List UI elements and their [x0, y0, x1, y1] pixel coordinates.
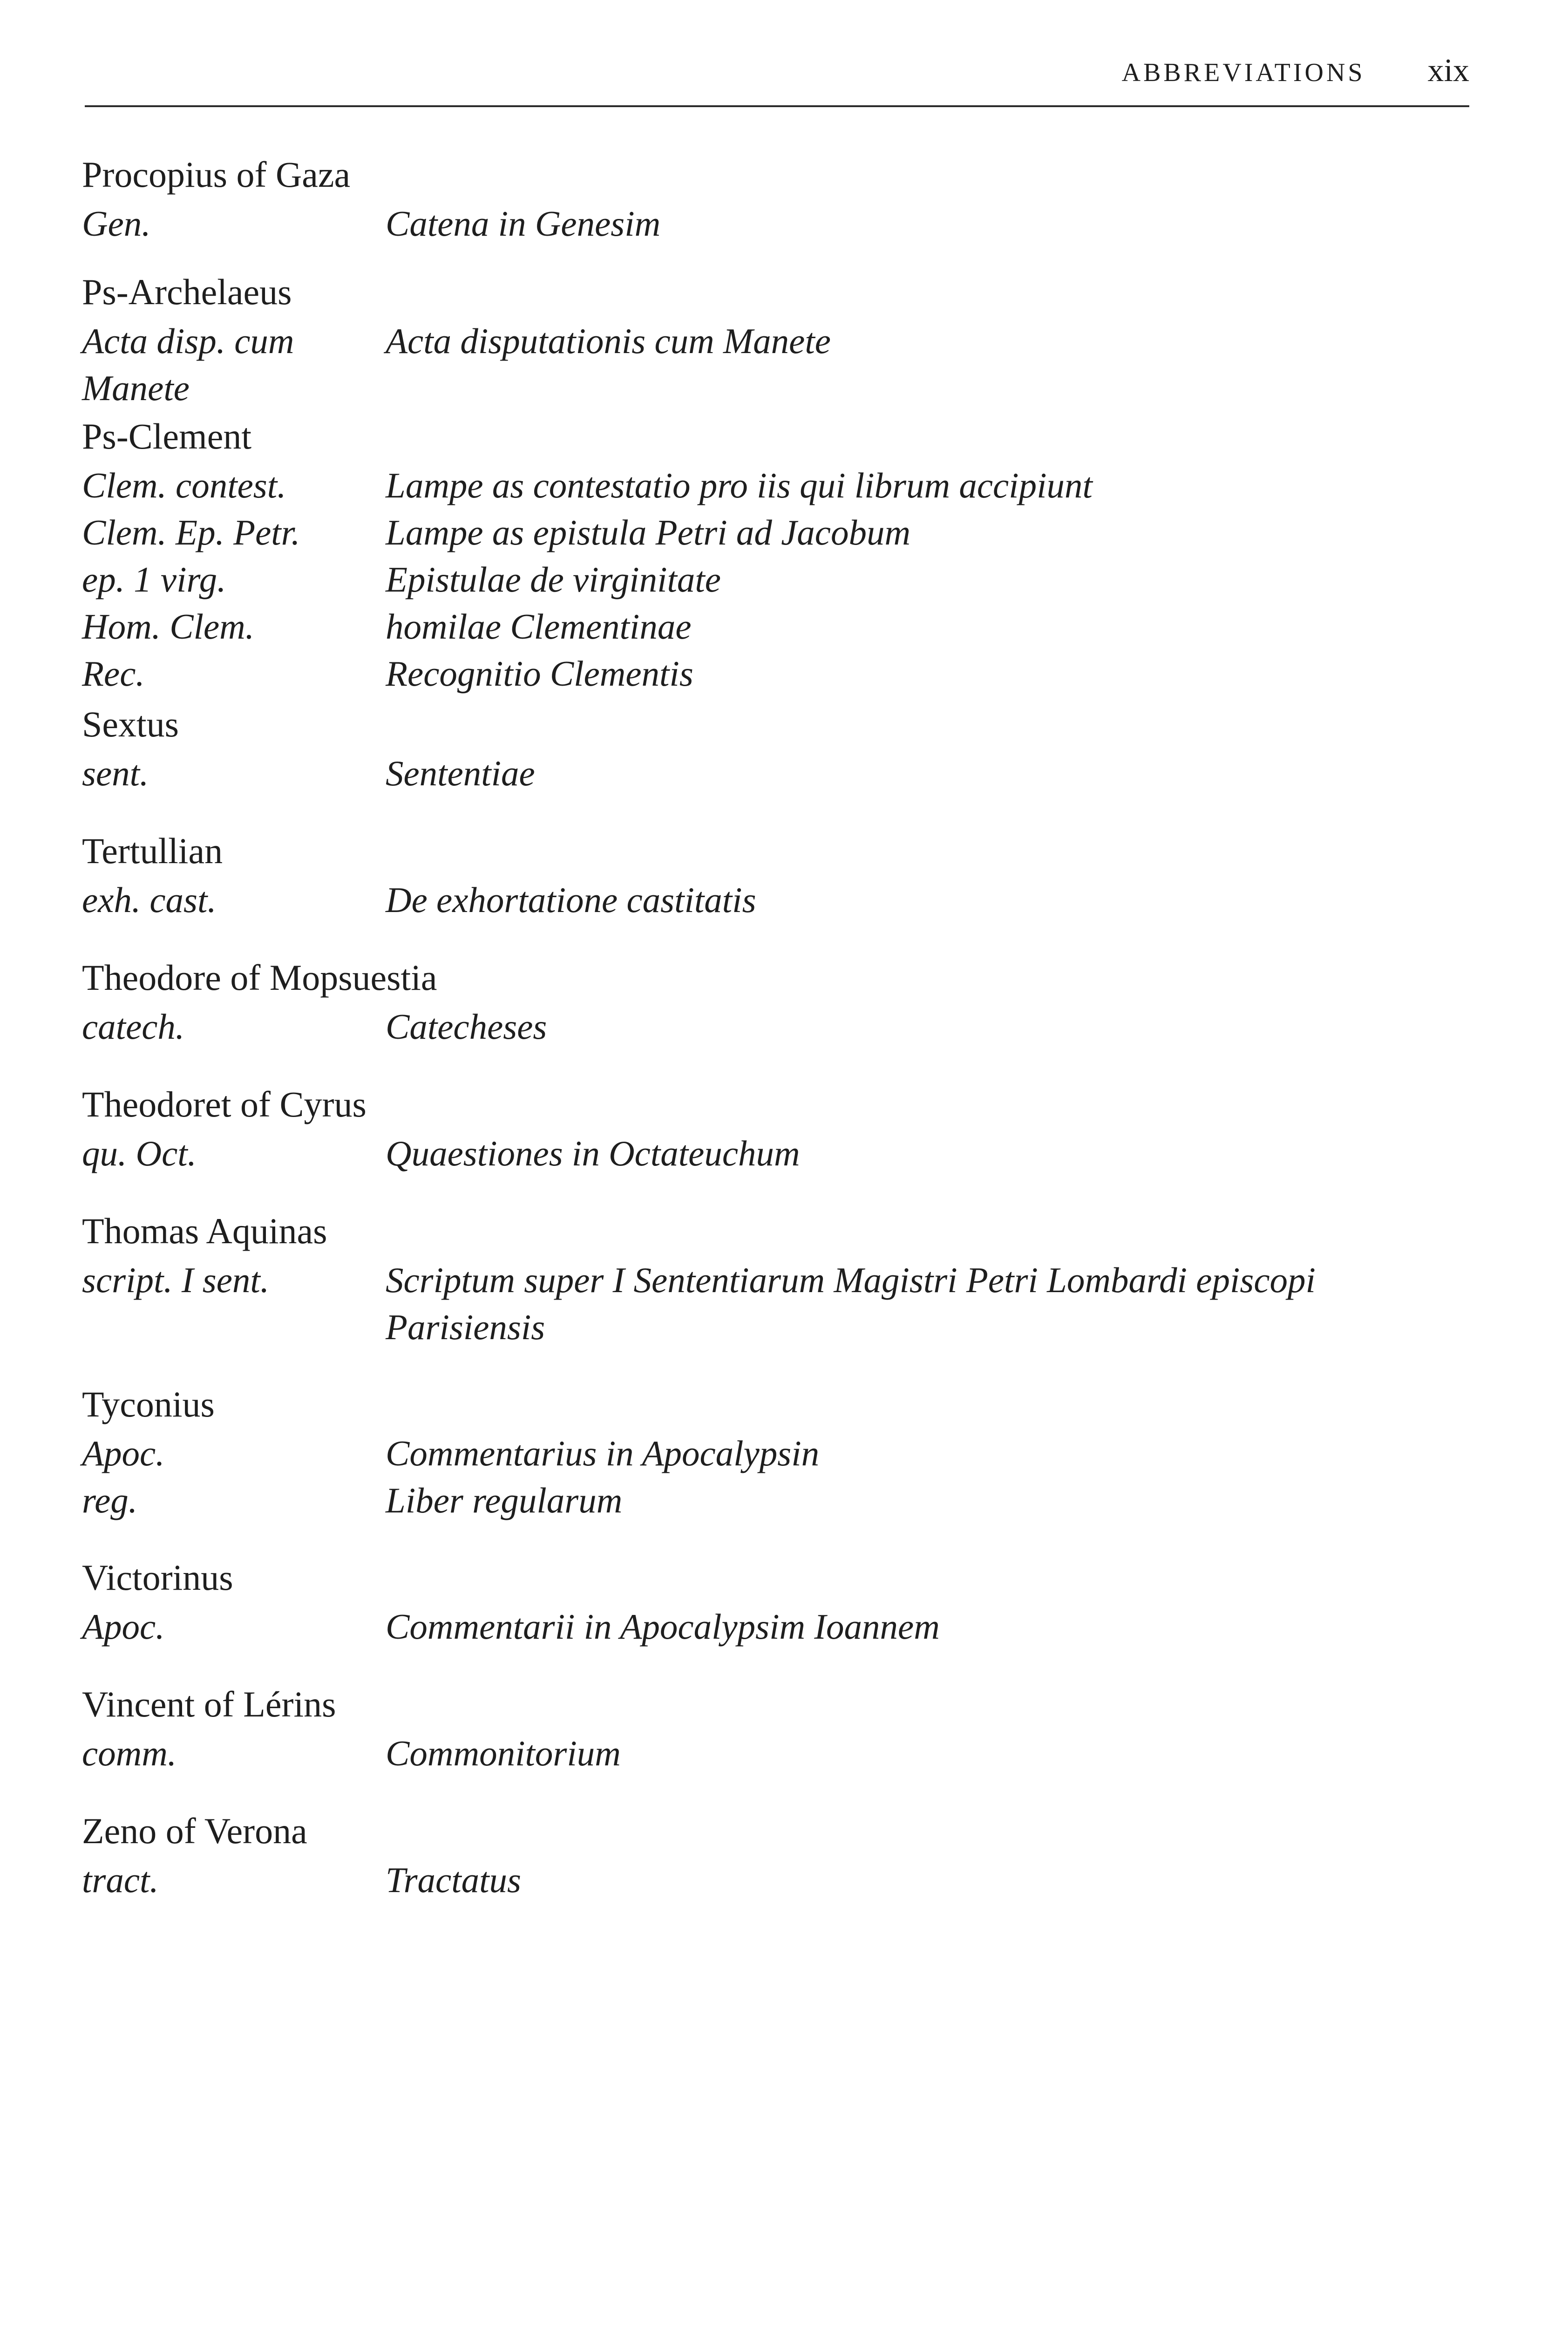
full-title: Scriptum super I Sententiarum Magistri Petri Lombardi episcopi Parisiensis — [386, 1260, 1316, 1347]
author-section — [82, 952, 1470, 1079]
header-rule — [85, 105, 1469, 107]
abbreviation-entry — [82, 1130, 1470, 1177]
full-title: Commentarii in Apocalypsim Ioannem — [386, 1607, 940, 1647]
full-title: Commentarius in Apocalypsin — [386, 1433, 820, 1473]
abbreviation-entry — [82, 1257, 1470, 1351]
abbreviation: ep. 1 virg. — [82, 559, 226, 599]
abbreviation: Rec. — [82, 654, 145, 694]
author-section — [82, 1379, 1470, 1552]
author-section — [82, 1552, 1470, 1679]
author-heading: Tertullian — [82, 831, 223, 871]
running-head — [85, 52, 1469, 89]
author-heading: Ps-Clement — [82, 416, 251, 456]
abbreviation-entry — [82, 650, 1470, 697]
full-title: Lampe as contestatio pro iis qui librum accipiunt — [386, 465, 1093, 505]
abbreviation-entry — [82, 1430, 1470, 1477]
abbreviation-entry — [82, 1857, 1470, 1904]
abbreviation: qu. Oct. — [82, 1133, 197, 1173]
author-section — [82, 411, 1470, 699]
author-heading: Thomas Aquinas — [82, 1211, 327, 1251]
author-section — [82, 1805, 1470, 1932]
abbreviation: Clem. Ep. Petr. — [82, 512, 300, 552]
author-heading: Theodoret of Cyrus — [82, 1084, 367, 1124]
abbreviation: Acta disp. cum Manete — [82, 321, 294, 408]
abbreviation-entry — [82, 509, 1470, 556]
author-section — [82, 266, 1470, 411]
abbreviation: script. I sent. — [82, 1260, 270, 1300]
abbreviation-entry — [82, 462, 1470, 509]
author-heading: Tyconius — [82, 1384, 215, 1424]
author-heading: Ps-Archelaeus — [82, 272, 292, 312]
full-title: Quaestiones in Octateuchum — [386, 1133, 800, 1173]
full-title: homilae Clementinae — [386, 606, 692, 647]
author-heading: Sextus — [82, 704, 179, 744]
author-heading: Vincent of Lérins — [82, 1684, 336, 1724]
full-title: Catena in Genesim — [386, 204, 661, 244]
page-number: xix — [1427, 53, 1469, 89]
abbreviation-entry — [82, 200, 1470, 247]
author-section — [82, 1205, 1470, 1379]
abbreviation-entry — [82, 1730, 1470, 1777]
abbreviation: catech. — [82, 1007, 185, 1047]
full-title: De exhortatione castitatis — [386, 880, 756, 920]
author-heading: Zeno of Verona — [82, 1811, 307, 1851]
author-section — [82, 699, 1470, 825]
abbreviation-entry — [82, 750, 1470, 797]
full-title: Recognitio Clementis — [386, 654, 693, 694]
abbreviation: Hom. Clem. — [82, 606, 254, 647]
full-title: Commonitorium — [386, 1733, 621, 1773]
abbreviation: Apoc. — [82, 1607, 165, 1647]
abbreviation: tract. — [82, 1860, 159, 1900]
author-heading: Theodore of Mopsuestia — [82, 957, 437, 998]
author-section — [82, 825, 1470, 952]
author-section — [82, 1079, 1470, 1205]
abbreviation: exh. cast. — [82, 880, 217, 920]
abbreviation: Apoc. — [82, 1433, 165, 1473]
abbreviation: sent. — [82, 753, 149, 793]
abbreviation-entry — [82, 318, 1470, 412]
running-title: ABBREVIATIONS — [1121, 58, 1365, 87]
abbreviation-entry — [82, 1603, 1470, 1650]
abbreviation-entry — [82, 603, 1470, 650]
full-title: Epistulae de virginitate — [386, 559, 721, 599]
abbreviation-entry — [82, 877, 1470, 924]
full-title: Acta disputationis cum Manete — [386, 321, 831, 361]
abbreviation-entry — [82, 1003, 1470, 1050]
abbreviation: Clem. contest. — [82, 465, 286, 505]
full-title: Lampe as epistula Petri ad Jacobum — [386, 512, 911, 552]
author-section — [82, 149, 1470, 266]
full-title: Liber regularum — [386, 1480, 623, 1520]
abbreviation-entry — [82, 556, 1470, 603]
full-title: Tractatus — [386, 1860, 521, 1900]
abbreviation: comm. — [82, 1733, 177, 1773]
abbreviation: reg. — [82, 1480, 138, 1520]
author-section — [82, 1679, 1470, 1805]
full-title: Catecheses — [386, 1007, 547, 1047]
abbreviations-list — [82, 149, 1470, 1932]
author-heading: Procopius of Gaza — [82, 154, 351, 195]
full-title: Sententiae — [386, 753, 535, 793]
author-heading: Victorinus — [82, 1557, 233, 1598]
abbreviation: Gen. — [82, 204, 151, 244]
abbreviation-entry — [82, 1477, 1470, 1524]
